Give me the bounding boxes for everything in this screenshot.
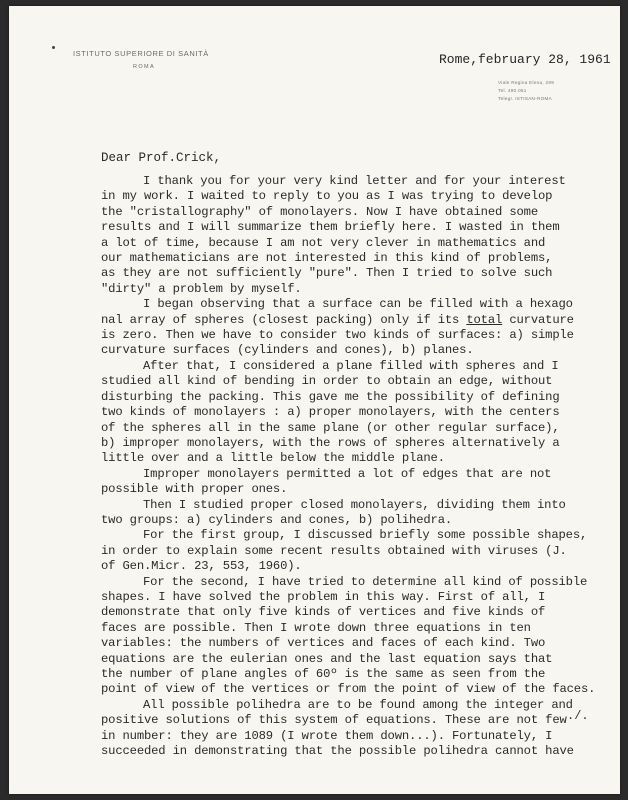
underlined-word: total xyxy=(466,312,503,327)
contact-block xyxy=(498,79,554,103)
salutation: Dear Prof.Crick, xyxy=(101,151,222,165)
body-line: Then I studied proper closed monolayers, dividing them into xyxy=(143,497,566,512)
body-line: a lot of time, because I am not very clever in mathematics and xyxy=(101,235,546,250)
body-line: succeeded in demonstrating that the possible polihedra cannot have xyxy=(101,744,574,759)
body-line: point of view of the vertices or from the point of view of the faces. xyxy=(101,682,596,697)
contact-telegram: Telegr. ISTISAN-ROMA xyxy=(498,96,552,101)
continuation-mark: ./. xyxy=(567,709,589,723)
body-line: equations are the eulerian ones and the last equation says that xyxy=(101,651,553,666)
body-line: For the first group, I discussed briefly some possible shapes, xyxy=(143,528,588,543)
body-line: b) improper monolayers, with the rows of spheres alternatively a xyxy=(101,435,560,450)
body-line: After that, I considered a plane filled with spheres and I xyxy=(143,358,559,373)
body-line: the number of plane angles of 60º is the same as seen from the xyxy=(101,667,546,681)
punch-mark xyxy=(52,46,55,49)
body-line: demonstrate that only five kinds of vertices and five kinds of xyxy=(101,605,546,620)
body-line: variables: the numbers of vertices and faces of each kind. Two xyxy=(101,636,546,651)
institution-name: ISTITUTO SUPERIORE DI SANITÀ xyxy=(73,49,209,58)
body-line: positive solutions of this system of equations. These are not few xyxy=(101,713,567,728)
body-line: disturbing the packing. This gave me the possibility of defining xyxy=(101,389,560,404)
body-line: in order to explain some recent results obtained with viruses (J. xyxy=(101,543,567,558)
body-line: I thank you for your very kind letter and for your interest xyxy=(143,174,566,188)
body-line: possible with proper ones. xyxy=(101,482,288,497)
letterhead xyxy=(73,49,209,70)
body-line: little over and a little below the middle plane. xyxy=(101,451,445,466)
body-line: our mathematicians are not interested in this kind of problems, xyxy=(101,251,553,266)
body-line: of Gen.Micr. 23, 553, 1960). xyxy=(101,559,302,574)
body-line: studied all kind of bending in order to obtain an edge, without xyxy=(101,374,553,389)
body-line: in number: they are 1089 (I wrote them down...). Fortunately, I xyxy=(101,728,553,743)
letter-page xyxy=(9,6,620,794)
letter-date: Rome,february 28, 1961 xyxy=(439,52,611,67)
body-line: the "cristallography" of monolayers. Now I have obtained some xyxy=(101,204,538,219)
body-line: All possible polihedra are to be found among the integer and xyxy=(143,697,573,712)
body-line: shapes. I have solved the problem in this way. First of all, I xyxy=(101,589,546,604)
body-line: curvature surfaces (cylinders and cones), b) planes. xyxy=(101,343,474,358)
letter-body xyxy=(101,174,621,759)
body-line: of the spheres all in the same plane (or other regular surface), xyxy=(101,420,560,435)
body-line: I began observing that a surface can be filled with a hexago xyxy=(143,297,573,312)
body-line: two groups: a) cylinders and cones, b) polihedra. xyxy=(101,512,453,527)
body-line: "dirty" a problem by myself. xyxy=(101,281,302,296)
body-line: is zero. Then we have to consider two kinds of surfaces: a) simple xyxy=(101,328,574,343)
body-line: results and I will summarize them briefly here. I wasted in them xyxy=(101,220,560,235)
body-line: two kinds of monolayers : a) proper monolayers, with the centers xyxy=(101,405,560,420)
body-line: Improper monolayers permitted a lot of edges that are not xyxy=(143,466,552,481)
contact-address: Viale Regina Elena, 299 xyxy=(498,80,555,85)
body-line: in my work. I waited to reply to you as I was trying to develop xyxy=(101,189,553,204)
body-line: For the second, I have tried to determine all kind of possible xyxy=(143,574,588,589)
body-line: as they are not sufficiently "pure". Then I tried to solve such xyxy=(101,266,553,281)
contact-phone: Tel. 490.051 xyxy=(498,88,527,93)
institution-city: ROMA xyxy=(133,64,156,70)
body-line: faces are possible. Then I wrote down three equations in ten xyxy=(101,620,531,635)
body-line: nal array of spheres (closest packing) only if its total curvature xyxy=(101,312,574,327)
